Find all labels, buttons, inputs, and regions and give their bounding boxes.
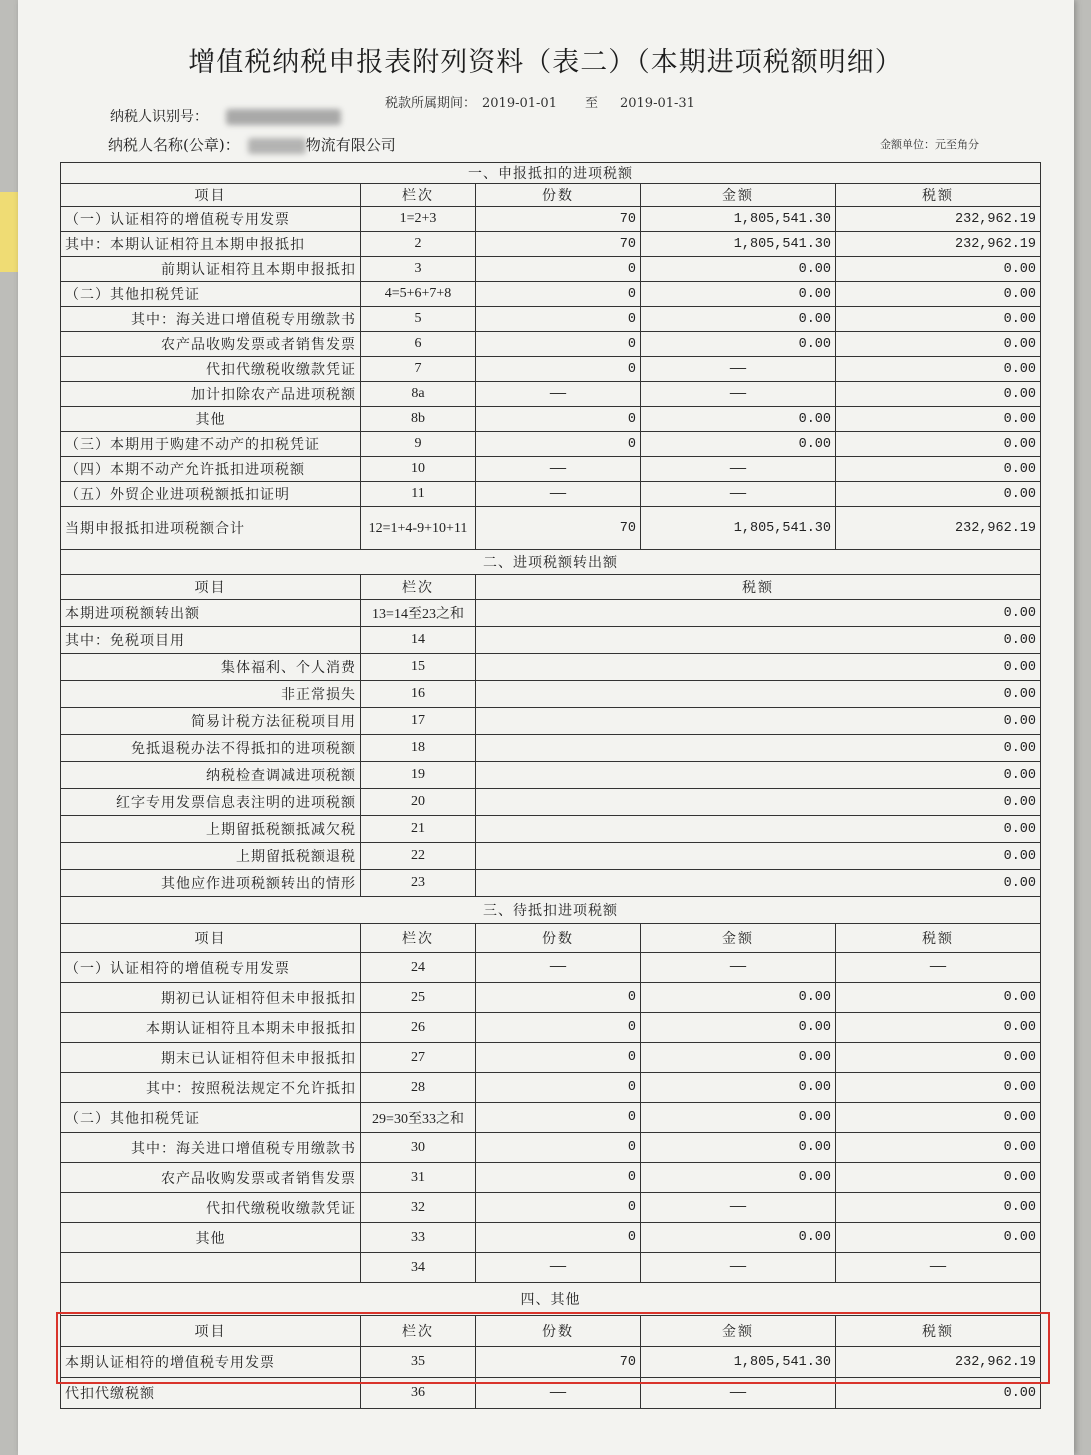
taxpayer-id <box>110 106 341 126</box>
item-label: 非正常损失 <box>61 681 361 708</box>
line-number: 4=5+6+7+8 <box>361 282 476 307</box>
table-row <box>61 482 1041 507</box>
tax-value: 232,962.19 <box>836 232 1041 257</box>
table-row <box>61 735 1041 762</box>
tax-value: 0.00 <box>836 332 1041 357</box>
tax-value: 0.00 <box>836 1043 1041 1073</box>
item-label: 前期认证相符且本期申报抵扣 <box>61 257 361 282</box>
section-title: 二、进项税额转出额 <box>61 550 1041 575</box>
line-number: 33 <box>361 1223 476 1253</box>
invoice-count: 0 <box>476 1073 641 1103</box>
taxpayer-name <box>108 134 396 155</box>
period-label: 税款所属期间： <box>385 96 477 111</box>
tax-period <box>385 92 701 111</box>
column-header-amount: 金额 <box>641 184 836 207</box>
column-header-tax: 税额 <box>836 924 1041 953</box>
line-number: 23 <box>361 870 476 897</box>
tax-value: 0.00 <box>476 681 1041 708</box>
table-row <box>61 1013 1041 1043</box>
taxpayer-id-label: 纳税人识别号： <box>110 109 208 125</box>
invoice-count: 0 <box>476 307 641 332</box>
line-number: 21 <box>361 816 476 843</box>
column-header-item: 项目 <box>61 1316 361 1347</box>
column-header-row <box>61 575 1041 600</box>
item-label: 集体福利、个人消费 <box>61 654 361 681</box>
amount-value: 0.00 <box>641 1043 836 1073</box>
item-label: 上期留抵税额抵减欠税 <box>61 816 361 843</box>
amount-value: —— <box>641 1378 836 1409</box>
table-row <box>61 332 1041 357</box>
tax-value: 0.00 <box>836 257 1041 282</box>
table-row <box>61 1043 1041 1073</box>
amount-value: 0.00 <box>641 1133 836 1163</box>
line-number: 6 <box>361 332 476 357</box>
line-number: 2 <box>361 232 476 257</box>
table-row <box>61 1223 1041 1253</box>
item-label: （二）其他扣税凭证 <box>61 1103 361 1133</box>
invoice-count: 0 <box>476 1043 641 1073</box>
line-number: 19 <box>361 762 476 789</box>
amount-value: 0.00 <box>641 1013 836 1043</box>
column-header-item: 项目 <box>61 575 361 600</box>
total-row <box>61 507 1041 550</box>
invoice-count: 0 <box>476 257 641 282</box>
amount-value: —— <box>641 1253 836 1283</box>
tax-value: 0.00 <box>476 843 1041 870</box>
table-row <box>61 708 1041 735</box>
invoice-count: 0 <box>476 983 641 1013</box>
line-number: 24 <box>361 953 476 983</box>
line-number: 11 <box>361 482 476 507</box>
line-number: 35 <box>361 1347 476 1378</box>
line-number: 25 <box>361 983 476 1013</box>
table-row <box>61 627 1041 654</box>
tax-value: 0.00 <box>836 1163 1041 1193</box>
table-row <box>61 457 1041 482</box>
tax-value: 0.00 <box>836 457 1041 482</box>
invoice-count: 0 <box>476 1013 641 1043</box>
column-header-line: 栏次 <box>361 575 476 600</box>
tax-value: 0.00 <box>836 1073 1041 1103</box>
table-row <box>61 681 1041 708</box>
table-row <box>61 600 1041 627</box>
column-header-count: 份数 <box>476 184 641 207</box>
item-label: 本期认证相符且本期未申报抵扣 <box>61 1013 361 1043</box>
line-number: 18 <box>361 735 476 762</box>
invoice-count: —— <box>476 953 641 983</box>
invoice-count: 0 <box>476 407 641 432</box>
table-row <box>61 1073 1041 1103</box>
column-header-item: 项目 <box>61 924 361 953</box>
tax-value: 0.00 <box>836 432 1041 457</box>
amount-unit: 金额单位：元至角分 <box>880 138 979 151</box>
line-number: 13=14至23之和 <box>361 600 476 627</box>
column-header-count: 份数 <box>476 924 641 953</box>
amount-value: —— <box>641 482 836 507</box>
item-label: 其中：海关进口增值税专用缴款书 <box>61 307 361 332</box>
item-label: 免抵退税办法不得抵扣的进项税额 <box>61 735 361 762</box>
column-header-item: 项目 <box>61 184 361 207</box>
line-number: 30 <box>361 1133 476 1163</box>
item-label: 本期进项税额转出额 <box>61 600 361 627</box>
invoice-count: —— <box>476 482 641 507</box>
item-label: （一）认证相符的增值税专用发票 <box>61 953 361 983</box>
section-title: 一、申报抵扣的进项税额 <box>61 163 1041 184</box>
item-label: 其中：免税项目用 <box>61 627 361 654</box>
column-header-tax: 税额 <box>476 575 1041 600</box>
tax-value: 0.00 <box>836 407 1041 432</box>
tax-value: —— <box>836 1253 1041 1283</box>
line-number: 16 <box>361 681 476 708</box>
invoice-count: 0 <box>476 1133 641 1163</box>
table-row <box>61 382 1041 407</box>
sec4-header-row <box>61 1316 1041 1347</box>
item-label: （二）其他扣税凭证 <box>61 282 361 307</box>
amount-value: —— <box>641 457 836 482</box>
invoice-count: —— <box>476 1253 641 1283</box>
item-label: 其他应作进项税额转出的情形 <box>61 870 361 897</box>
taxpayer-name-suffix: 物流有限公司 <box>305 136 396 154</box>
line-number: 27 <box>361 1043 476 1073</box>
form-title: 增值税纳税申报表附列资料（表二）（本期进项税额明细） <box>188 47 903 78</box>
table-row <box>61 953 1041 983</box>
tax-value: 0.00 <box>476 816 1041 843</box>
invoice-count: 0 <box>476 1103 641 1133</box>
invoice-count: 70 <box>476 232 641 257</box>
item-label: 期末已认证相符但未申报抵扣 <box>61 1043 361 1073</box>
amount-value: 0.00 <box>641 407 836 432</box>
taxpayer-name-label: 纳税人名称(公章)： <box>108 136 240 154</box>
column-header-line: 栏次 <box>361 1316 476 1347</box>
line-number: 17 <box>361 708 476 735</box>
invoice-count: 70 <box>476 207 641 232</box>
column-header-tax: 税额 <box>836 1316 1041 1347</box>
item-label: 其他 <box>61 1223 361 1253</box>
invoice-count: 70 <box>476 507 641 550</box>
column-header-line: 栏次 <box>361 924 476 953</box>
line-number: 10 <box>361 457 476 482</box>
period-separator: 至 <box>584 96 598 111</box>
amount-value: 0.00 <box>641 307 836 332</box>
tax-value: 0.00 <box>836 382 1041 407</box>
tax-value: 232,962.19 <box>836 207 1041 232</box>
tax-value: 0.00 <box>836 983 1041 1013</box>
table-row <box>61 432 1041 457</box>
amount-value: 0.00 <box>641 1223 836 1253</box>
amount-value: 1,805,541.30 <box>641 1347 836 1378</box>
column-header-tax: 税额 <box>836 184 1041 207</box>
item-label <box>61 1253 361 1283</box>
tax-value: 0.00 <box>476 600 1041 627</box>
item-label: 简易计税方法征税项目用 <box>61 708 361 735</box>
item-label: 纳税检查调减进项税额 <box>61 762 361 789</box>
section-header <box>61 163 1041 184</box>
item-label: 上期留抵税额退税 <box>61 843 361 870</box>
tax-value: 0.00 <box>476 735 1041 762</box>
tax-value: 0.00 <box>836 482 1041 507</box>
section-header <box>61 550 1041 575</box>
tax-value: 0.00 <box>476 789 1041 816</box>
tax-value: 232,962.19 <box>836 1347 1041 1378</box>
column-header-amount: 金额 <box>641 1316 836 1347</box>
line-number: 20 <box>361 789 476 816</box>
line-number: 9 <box>361 432 476 457</box>
tax-value: 0.00 <box>836 1103 1041 1133</box>
invoice-count: 0 <box>476 432 641 457</box>
item-label: 农产品收购发票或者销售发票 <box>61 1163 361 1193</box>
line-number: 7 <box>361 357 476 382</box>
column-header-line: 栏次 <box>361 184 476 207</box>
sec4-row-35 <box>61 1347 1041 1378</box>
table-row <box>61 1163 1041 1193</box>
tax-value: 0.00 <box>476 654 1041 681</box>
line-number: 28 <box>361 1073 476 1103</box>
table-row <box>61 1103 1041 1133</box>
column-header-row <box>61 924 1041 953</box>
tax-value: 0.00 <box>476 762 1041 789</box>
redacted-taxpayer-name <box>248 138 306 154</box>
tax-value: 0.00 <box>836 357 1041 382</box>
line-number: 34 <box>361 1253 476 1283</box>
invoice-count: —— <box>476 457 641 482</box>
table-row <box>61 870 1041 897</box>
column-header-count: 份数 <box>476 1316 641 1347</box>
tax-value: —— <box>836 953 1041 983</box>
tax-value: 0.00 <box>836 1133 1041 1163</box>
item-label: （一）认证相符的增值税专用发票 <box>61 207 361 232</box>
section-title: 四、其他 <box>61 1283 1041 1316</box>
amount-value: 0.00 <box>641 1163 836 1193</box>
tax-value: 0.00 <box>836 282 1041 307</box>
redacted-taxpayer-id <box>226 109 341 125</box>
table-row <box>61 207 1041 232</box>
tax-value: 232,962.19 <box>836 507 1041 550</box>
line-number: 26 <box>361 1013 476 1043</box>
table-row <box>61 843 1041 870</box>
amount-value: —— <box>641 1193 836 1223</box>
line-number: 32 <box>361 1193 476 1223</box>
line-number: 3 <box>361 257 476 282</box>
item-label: （五）外贸企业进项税额抵扣证明 <box>61 482 361 507</box>
tax-value: 0.00 <box>476 627 1041 654</box>
amount-value: 0.00 <box>641 432 836 457</box>
table-row <box>61 1193 1041 1223</box>
item-label: （四）本期不动产允许抵扣进项税额 <box>61 457 361 482</box>
invoice-count: —— <box>476 382 641 407</box>
amount-value: 0.00 <box>641 282 836 307</box>
table-row <box>61 307 1041 332</box>
tax-value: 0.00 <box>836 1013 1041 1043</box>
tax-value: 0.00 <box>836 1378 1041 1409</box>
column-header-row <box>61 184 1041 207</box>
tax-value: 0.00 <box>476 708 1041 735</box>
input-tax-table <box>60 162 1041 1409</box>
line-number: 1=2+3 <box>361 207 476 232</box>
table-row <box>61 282 1041 307</box>
amount-value: 1,805,541.30 <box>641 507 836 550</box>
table-row <box>61 232 1041 257</box>
table-row <box>61 357 1041 382</box>
tax-value: 0.00 <box>836 307 1041 332</box>
invoice-count: 0 <box>476 282 641 307</box>
table-row <box>61 1378 1041 1409</box>
line-number: 31 <box>361 1163 476 1193</box>
amount-value: 0.00 <box>641 1073 836 1103</box>
table-row <box>61 762 1041 789</box>
amount-value: —— <box>641 382 836 407</box>
invoice-count: 70 <box>476 1347 641 1378</box>
item-label: 当期申报抵扣进项税额合计 <box>61 507 361 550</box>
amount-value: —— <box>641 357 836 382</box>
line-number: 22 <box>361 843 476 870</box>
section-header <box>61 897 1041 924</box>
line-number: 14 <box>361 627 476 654</box>
line-number: 15 <box>361 654 476 681</box>
invoice-count: 0 <box>476 1163 641 1193</box>
invoice-count: —— <box>476 1378 641 1409</box>
period-end: 2019-01-31 <box>619 96 695 111</box>
item-label: 代扣代缴税额 <box>61 1378 361 1409</box>
line-number: 8a <box>361 382 476 407</box>
amount-value: 0.00 <box>641 257 836 282</box>
table-row <box>61 654 1041 681</box>
line-number: 5 <box>361 307 476 332</box>
invoice-count: 0 <box>476 1193 641 1223</box>
table-row <box>61 257 1041 282</box>
item-label: 其中：按照税法规定不允许抵扣 <box>61 1073 361 1103</box>
item-label: 红字专用发票信息表注明的进项税额 <box>61 789 361 816</box>
line-number: 29=30至33之和 <box>361 1103 476 1133</box>
item-label: 加计扣除农产品进项税额 <box>61 382 361 407</box>
column-header-amount: 金额 <box>641 924 836 953</box>
item-label: 期初已认证相符但未申报抵扣 <box>61 983 361 1013</box>
invoice-count: 0 <box>476 357 641 382</box>
section-header <box>61 1283 1041 1316</box>
item-label: 其中：海关进口增值税专用缴款书 <box>61 1133 361 1163</box>
line-number: 8b <box>361 407 476 432</box>
line-number: 12=1+4-9+10+11 <box>361 507 476 550</box>
amount-value: 0.00 <box>641 983 836 1013</box>
tax-value: 0.00 <box>836 1223 1041 1253</box>
item-label: 其中：本期认证相符且本期申报抵扣 <box>61 232 361 257</box>
amount-value: 0.00 <box>641 1103 836 1133</box>
table-row <box>61 789 1041 816</box>
table-row <box>61 407 1041 432</box>
amount-value: 1,805,541.30 <box>641 207 836 232</box>
invoice-count: 0 <box>476 1223 641 1253</box>
item-label: 代扣代缴税收缴款凭证 <box>61 1193 361 1223</box>
amount-value: 1,805,541.30 <box>641 232 836 257</box>
amount-value: 0.00 <box>641 332 836 357</box>
item-label: （三）本期用于购建不动产的扣税凭证 <box>61 432 361 457</box>
line-number: 36 <box>361 1378 476 1409</box>
invoice-count: 0 <box>476 332 641 357</box>
tax-value: 0.00 <box>836 1193 1041 1223</box>
table-row <box>61 1253 1041 1283</box>
item-label: 本期认证相符的增值税专用发票 <box>61 1347 361 1378</box>
item-label: 其他 <box>61 407 361 432</box>
table-row <box>61 816 1041 843</box>
table-row <box>61 983 1041 1013</box>
tax-value: 0.00 <box>476 870 1041 897</box>
section-title: 三、待抵扣进项税额 <box>61 897 1041 924</box>
amount-value: —— <box>641 953 836 983</box>
table-row <box>61 1133 1041 1163</box>
item-label: 农产品收购发票或者销售发票 <box>61 332 361 357</box>
period-start: 2019-01-01 <box>482 96 557 111</box>
item-label: 代扣代缴税收缴款凭证 <box>61 357 361 382</box>
